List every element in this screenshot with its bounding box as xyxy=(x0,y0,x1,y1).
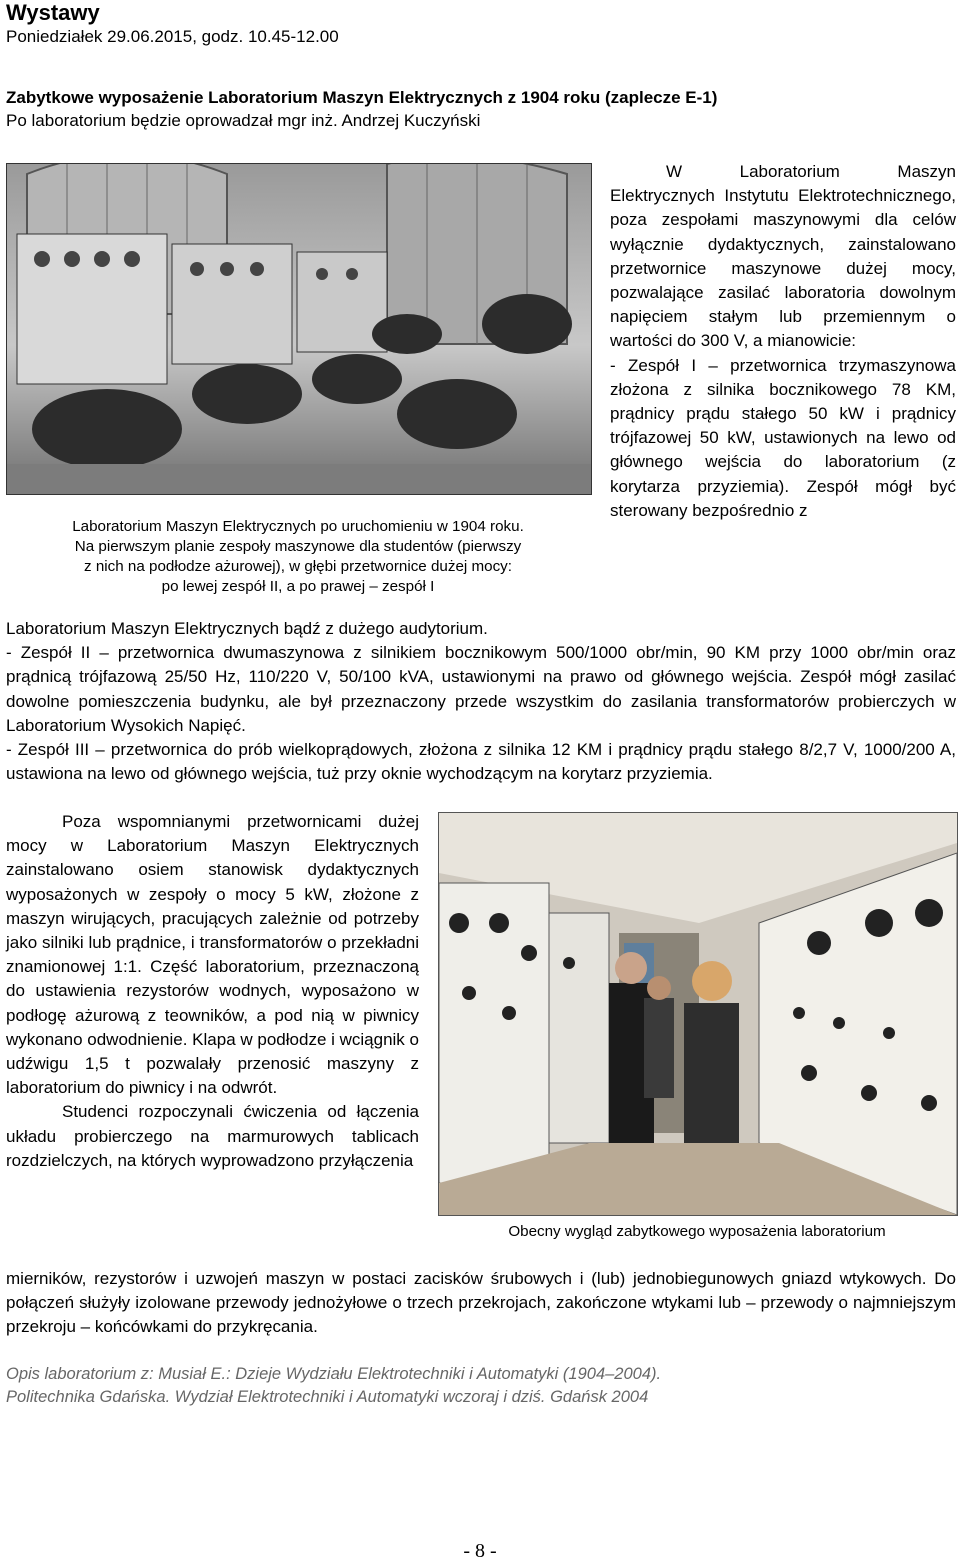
closing-text xyxy=(6,1267,956,1340)
zespol-3-paragraph: - Zespół III – przetwornica do prób wielkoprądowych, złożona z silnika 12 KM i prądnicy prądu stałego 8/2,7 V, 1000/200 A, ustawiona na lewo od głównego wejścia, tuż przy oknie wychodzącym na korytarz przyziemia. xyxy=(6,740,956,784)
exhibit-title: Zabytkowe wyposażenie Laboratorium Maszyn Elektrycznych z 1904 roku (zaplecze E-1) xyxy=(6,88,718,107)
studenci-paragraph: Studenci rozpoczynali ćwiczenia od łączenia układu probierczego na marmurowych tablicach rozdzielczych, na których wyprowadzono przyłączenia xyxy=(6,1102,419,1170)
caption-line: po lewej zespół II, a po prawej – zespół I xyxy=(161,578,435,595)
event-datetime: Poniedziałek 29.06.2015, godz. 10.45-12.00 xyxy=(6,27,339,46)
intro-paragraph: W Laboratorium Maszyn Elektrycznych Instytutu Elektrotechnicznego, poza zespołami maszynowymi dla celów wyłącznie dydaktycznych, zainstalowano przetwornice maszynowe dużej mocy, pozwalające zasilać laboratoria dowolnym napięciem stałym lub przemiennym o wartości do 300 V, a mianowicie: xyxy=(610,162,956,351)
historic-lab-photo xyxy=(6,163,592,495)
modern-lab-photo xyxy=(438,812,958,1216)
modern-photo-caption: Obecny wygląd zabytkowego wyposażenia laboratorium xyxy=(508,1223,886,1240)
guide-info: Po laboratorium będzie oprowadzał mgr inż. Andrzej Kuczyński xyxy=(6,111,481,130)
zespol-1-end: Laboratorium Maszyn Elektrycznych bądź z dużego audytorium. xyxy=(6,619,488,638)
historic-photo-caption xyxy=(6,517,590,597)
source-reference-line1: Opis laboratorium z: Musiał E.: Dzieje Wydziału Elektrotechniki i Automatyki (1904–2004). xyxy=(6,1365,662,1383)
page-number: - 8 - xyxy=(463,1540,497,1562)
left-column-text xyxy=(6,810,419,1173)
caption-line: Na pierwszym planie zespoły maszynowe dla studentów (pierwszy xyxy=(74,538,522,555)
stanowiska-paragraph: Poza wspomnianymi przetwornicami dużej mocy w Laboratorium Maszyn Elektrycznych zainstalowano osiem stanowisk dydaktycznych wyposażonych w zespoły o mocy 5 kW, złożone z maszyn wirujących, pracujących zależnie od potrzeby jako silniki lub prądnice, i transformatorów o przekładni znamionowej 1:1. Część laboratorium, przeznaczoną do ustawienia rezystorów wodnych, wyposażono w podłogę ażurową z teowników, a pod nią w piwnicy wykonano odwodnienie. Klapa w podłodze i wciągnik o udźwigu 1,5 t pozwalały przenosić maszyny z laboratorium do piwnicy i na odwrót. xyxy=(6,812,419,1098)
zespol-2-paragraph: - Zespół II – przetwornica dwumaszynowa z silnikiem bocznikowym 500/1000 obr/min, 90 KM przy 1000 obr/min oraz prądnicą trójfazową 25/50 Hz, 110/220 V, 50/100 kVA, ustawionymi na prawo od głównego wejścia. Zespół mógł zasilać dowolne pomieszczenia budynku, ale był przeznaczony przede wszystkim do zasilania transformatorów probierczych w Laboratorium Wysokich Napięć. xyxy=(6,643,956,735)
right-column-text xyxy=(610,160,956,523)
caption-line: z nich na podłodze ażurowej), w głębi przetwornice dużej mocy: xyxy=(84,558,512,575)
polaczenia-paragraph: mierników, rezystorów i uzwojeń maszyn w postaci zacisków śrubowych i (lub) jednobiegunowych gniazd wtykowych. Do połączeń służyły izolowane przewody jednożyłowe o trzech przekrojach, zakończone wtykami lub – przewody o najmniejszym przekroju – końcówkami do przykręcania. xyxy=(6,1269,956,1337)
caption-line: Laboratorium Maszyn Elektrycznych po uruchomieniu w 1904 roku. xyxy=(72,518,524,535)
zespol-1-paragraph: - Zespół I – przetwornica trzymaszynowa złożona z silnika bocznikowego 78 KM, prądnicy prądu stałego 50 kW i prądnicy trójfazowej 50 kW, ustawionych na lewo od głównego wejścia do laboratorium (z korytarza przyziemia). Zespół mógł być sterowany bezpośrednio z xyxy=(610,355,956,520)
page-title: Wystawy xyxy=(6,0,100,25)
full-width-text xyxy=(6,617,956,786)
source-reference-line2: Politechnika Gdańska. Wydział Elektrotechniki i Automatyki wczoraj i dziś. Gdańsk 2004 xyxy=(6,1388,649,1406)
